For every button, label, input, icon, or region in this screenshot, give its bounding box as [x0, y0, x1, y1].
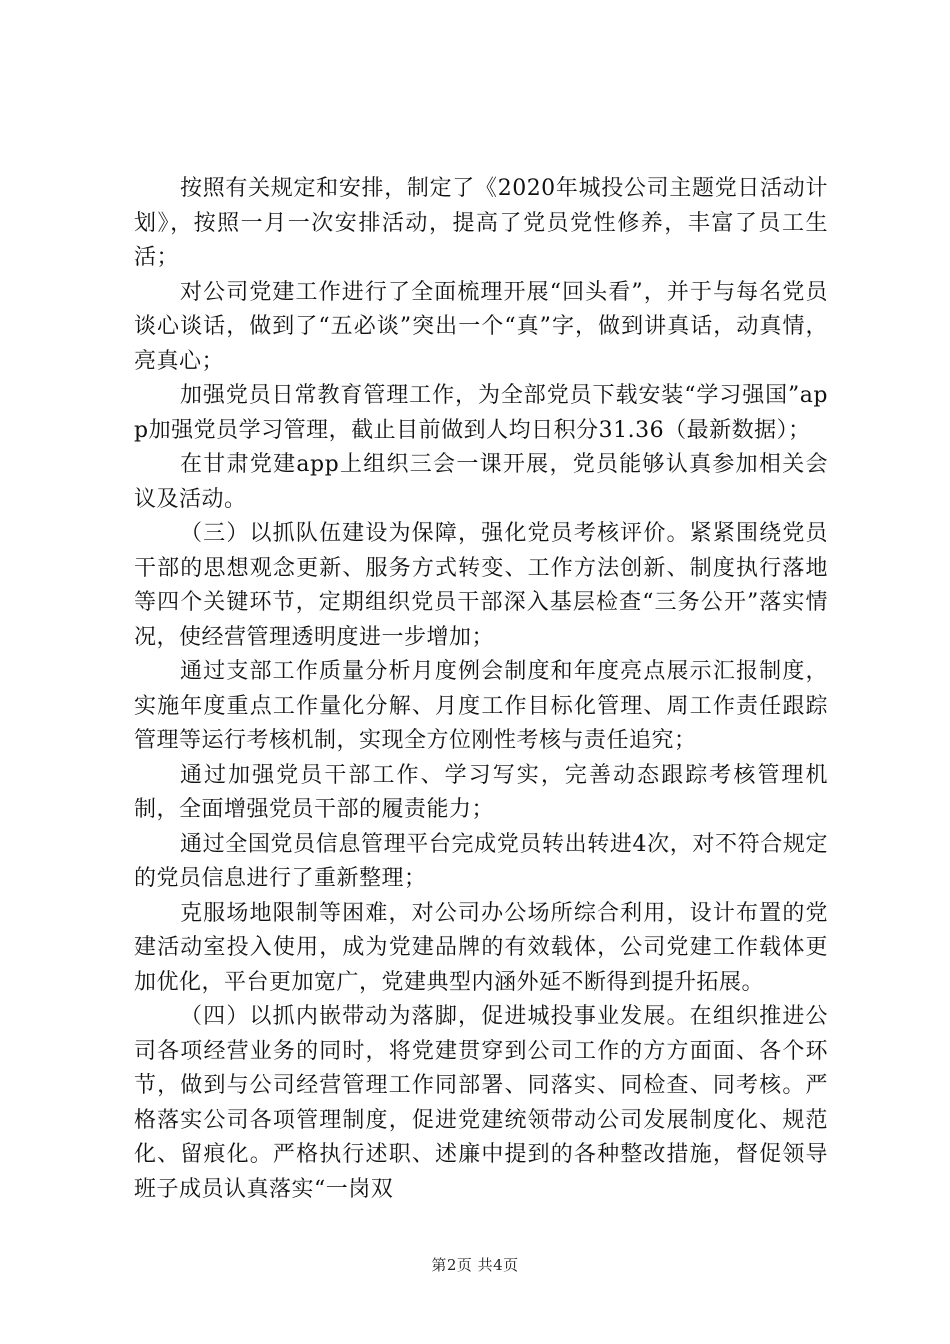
document-body: [134, 172, 828, 1207]
paragraph-10: （四）以抓内嵌带动为落脚，促进城投事业发展。在组织推进公司各项经营业务的同时，将党建贯穿到公司工作的方方面面、各个环节，做到与公司经营管理工作同部署、同落实、同检查、同考核。严格落实公司各项管理制度，促进党建统领带动公司发展制度化、规范化、留痕化。严格执行述职、述廉中提到的各种整改措施，督促领导班子成员认真落实“一岗双: [134, 1004, 828, 1202]
paragraph-8: 通过全国党员信息管理平台完成党员转出转进4次，对不符合规定的党员信息进行了重新整理；: [134, 831, 828, 891]
paragraph-5: （三）以抓队伍建设为保障，强化党员考核评价。紧紧围绕党员干部的思想观念更新、服务方式转变、工作方法创新、制度执行落地等四个关键环节，定期组织党员干部深入基层检查“三务公开”落实情况，使经营管理透明度进一步增加；: [134, 521, 828, 650]
paragraph-9: 克服场地限制等困难，对公司办公场所综合利用，设计布置的党建活动室投入使用，成为党建品牌的有效载体，公司党建工作载体更加优化，平台更加宽广，党建典型内涵外延不断得到提升拓展。: [134, 900, 828, 995]
paragraph-4: 在甘肃党建app上组织三会一课开展，党员能够认真参加相关会议及活动。: [134, 452, 828, 512]
paragraph-1: 按照有关规定和安排，制定了《2020年城投公司主题党日活动计划》，按照一月一次安排活动，提高了党员党性修养，丰富了员工生活；: [134, 176, 828, 270]
page-footer: 第2页 共4页: [431, 1256, 519, 1274]
paragraph-3: 加强党员日常教育管理工作，为全部党员下载安装“学习强国”app加强党员学习管理，截止目前做到人均日积分31.36（最新数据）；: [134, 383, 828, 443]
paragraph-2: 对公司党建工作进行了全面梳理开展“回头看”，并于与每名党员谈心谈话，做到了“五必谈”突出一个“真”字，做到讲真话，动真情，亮真心；: [134, 279, 828, 374]
paragraph-6: 通过支部工作质量分析月度例会制度和年度亮点展示汇报制度，实施年度重点工作量化分解、月度工作目标化管理、周工作责任跟踪管理等运行考核机制，实现全方位刚性考核与责任追究；: [134, 659, 828, 753]
paragraph-7: 通过加强党员干部工作、学习写实，完善动态跟踪考核管理机制，全面增强党员干部的履责能力；: [134, 762, 828, 822]
